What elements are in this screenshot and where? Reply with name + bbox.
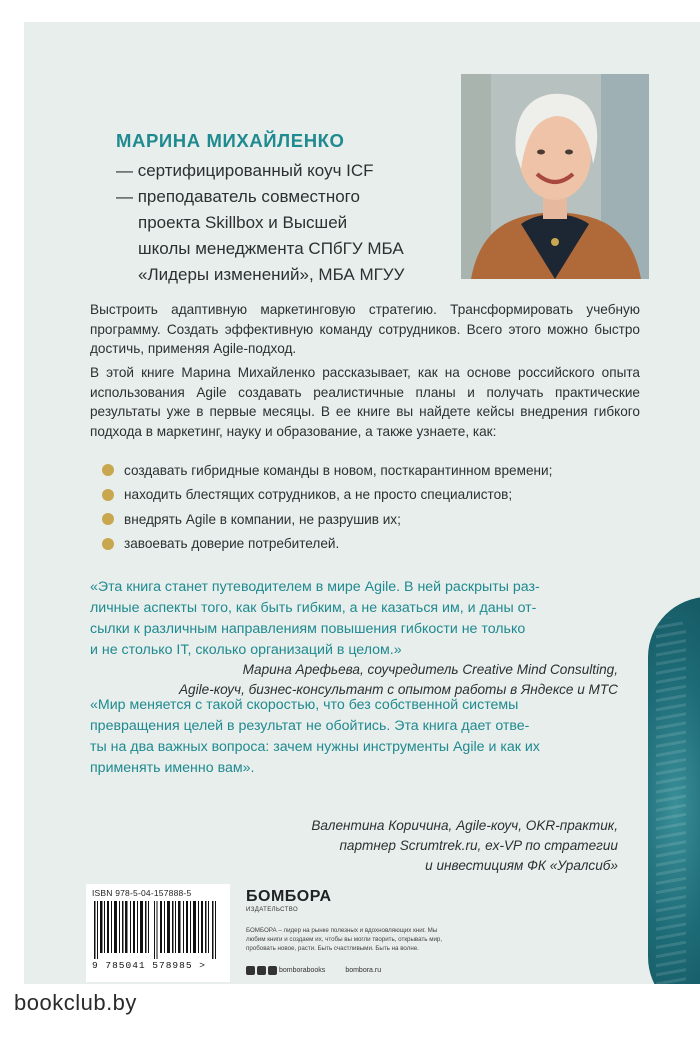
bullet-dot-icon xyxy=(102,513,114,525)
watermark: bookclub.by xyxy=(14,990,137,1015)
list-item xyxy=(102,507,642,532)
barcode-number: 9 785041 578985 > xyxy=(92,960,206,971)
instagram-icon xyxy=(268,966,277,975)
book-back-cover xyxy=(24,22,700,984)
quote-1-attribution xyxy=(179,660,618,700)
quote-2-attribution xyxy=(311,816,618,876)
attribution-line: Agile-коуч, бизнес-консультант с опытом работы в Яндексе и МТС xyxy=(178,682,618,697)
list-item xyxy=(102,483,642,508)
publisher-description: БОМБОРА – лидер на рынке полезных и вдохновляющих книг. Мы любим книги и создаем их, чтобы вы могли творить, открывать мир, пробовать новое, расти. Быть счастливыми. Быть на волне. xyxy=(246,927,443,952)
publisher-social xyxy=(246,966,381,975)
vk-icon xyxy=(257,966,266,975)
bullet-text: создавать гибридные команды в новом, посткарантинном времени; xyxy=(124,462,553,478)
decorative-teal-shape xyxy=(648,597,700,984)
quote-line: «Мир меняется с такой скоростью, что без собственной системы xyxy=(90,697,519,713)
facebook-icon xyxy=(246,966,255,975)
description-paragraph: В этой книге Марина Михайленко рассказывает, как на основе российского опыта использования Agile создавать реалистичные планы и получать практические результаты уже в первые месяцы. В ее книге вы найдете кейсы внедрения гибкого подхода в маркетинг, науку и образование, а также узнаете, как: xyxy=(90,365,640,439)
bio-line: — преподаватель совместного xyxy=(116,187,360,206)
attribution-line: Валентина Коричина, Agile-коуч, OKR-практик, xyxy=(311,818,618,833)
quote-line: «Эта книга станет путеводителем в мире Agile. В ней раскрыты раз- xyxy=(90,579,540,595)
quote-1 xyxy=(90,577,650,661)
quote-line: личные аспекты того, как быть гибким, а не казаться им, и даны от- xyxy=(90,600,537,616)
bullet-dot-icon xyxy=(102,464,114,476)
list-item xyxy=(102,458,642,483)
author-photo xyxy=(461,74,649,279)
bio-line: «Лидеры изменений», МБА МГУУ xyxy=(138,265,405,284)
attribution-line: партнер Scrumtrek.ru, ex-VP по стратегии xyxy=(339,838,618,853)
publisher-site: bombora.ru xyxy=(345,967,382,974)
quote-line: превращения целей в результат не обойтись. Эта книга дает отве- xyxy=(90,718,530,734)
publisher-subtitle: ИЗДАТЕЛЬСТВО xyxy=(246,907,299,913)
publisher-logo: БОМБОРА xyxy=(246,888,332,905)
bullet-text: внедрять Agile в компании, не разрушив их; xyxy=(124,511,401,527)
bullet-text: находить блестящих сотрудников, а не просто специалистов; xyxy=(124,487,513,503)
bullet-text: завоевать доверие потребителей. xyxy=(124,536,340,552)
quote-line: применять именно вам». xyxy=(90,760,255,776)
quote-line: ты на два важных вопроса: зачем нужны инструменты Agile и как их xyxy=(90,739,540,755)
isbn-label: ISBN 978-5-04-157888-5 xyxy=(92,888,192,898)
bio-line: — сертифицированный коуч ICF xyxy=(116,161,374,180)
attribution-line: Марина Арефьева, соучредитель Creative Mind Consulting, xyxy=(242,662,618,677)
quote-2 xyxy=(90,695,650,779)
author-bio xyxy=(116,158,476,288)
list-item xyxy=(102,532,642,557)
attribution-line: и инвестициям ФК «Уралсиб» xyxy=(425,858,618,873)
social-handle: bomborabooks xyxy=(279,967,326,974)
isbn-barcode-box xyxy=(86,884,230,982)
intro-paragraph: Выстроить адаптивную маркетинговую стратегию. Трансформировать учебную программу. Создать эффективную команду сотрудников. Всего этого можно быстро достичь, применяя Agile-подход. xyxy=(90,302,640,356)
bio-line: школы менеджмента СПбГУ МБА xyxy=(138,239,404,258)
bullet-dot-icon xyxy=(102,489,114,501)
bio-line: проекта Skillbox и Высшей xyxy=(138,213,348,232)
barcode-icon xyxy=(92,901,224,959)
quote-line: сылки к различным направлениям повышения гибкости не только xyxy=(90,621,526,637)
quote-line: и не столько IT, сколько организаций в целом.» xyxy=(90,642,402,658)
bullet-list xyxy=(102,458,642,556)
author-name: МАРИНА МИХАЙЛЕНКО xyxy=(116,130,345,151)
bullet-dot-icon xyxy=(102,538,114,550)
